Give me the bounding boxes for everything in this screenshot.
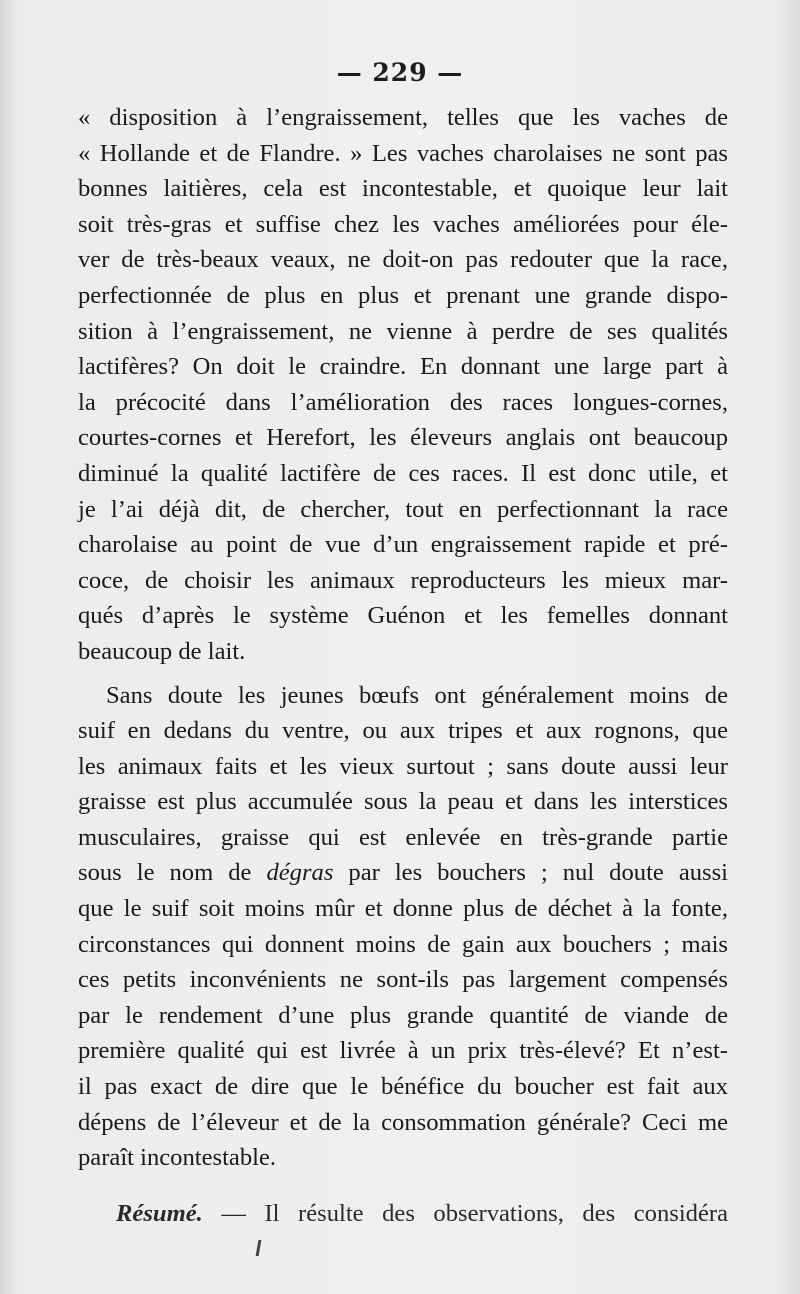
text-line: suif en dedans du ventre, ou aux tripes et aux rognons, que <box>78 717 728 745</box>
italic-term: dégras <box>266 859 334 887</box>
paragraph-2 <box>78 678 728 1176</box>
text-line: bonnes laitières, cela est incontestable, et quoique leur lait <box>78 175 728 203</box>
summary-text: — Il résulte des observations, des considéra <box>221 1200 728 1227</box>
text-line: la précocité dans l’amélioration des races longues-cornes, <box>78 388 728 416</box>
text-line: charolaise au point de vue d’un engraissement rapide et pré- <box>78 531 728 559</box>
text-line: ver de très-beaux veaux, ne doit-on pas redouter que la race, <box>78 246 728 274</box>
text-line: graisse est plus accumulée sous la peau et dans les interstices <box>78 788 728 816</box>
text-line: musculaires, graisse qui est enlevée en très-grande partie <box>78 823 728 851</box>
summary-label: Résumé. <box>116 1200 203 1227</box>
text-line: perfectionnée de plus en plus et prenant une grande dispo- <box>78 281 728 309</box>
text-line: lactifères? On doit le craindre. En donnant une large part à <box>78 353 728 381</box>
page-number: — 229 — <box>336 58 464 87</box>
text-line: dépens de l’éleveur et de la consommation générale? Ceci me <box>78 1108 728 1136</box>
text-line: je l’ai déjà dit, de chercher, tout en perfectionnant la race <box>78 495 728 523</box>
text-line: beaucoup de lait. <box>78 637 246 665</box>
summary-line <box>116 1196 728 1232</box>
text-line: circonstances qui donnent moins de gain aux bouchers ; mais <box>78 930 728 958</box>
text-line: les animaux faits et les vieux surtout ; sans doute aussi leur <box>78 752 728 780</box>
text-fragment: par les bouchers ; nul doute aussi <box>348 859 729 887</box>
paragraph-gap <box>78 670 728 678</box>
text-line: ces petits inconvénients ne sont-ils pas largement compensés <box>78 966 728 994</box>
text-line: qués d’après le système Guénon et les femelles donnant <box>78 602 728 630</box>
text-line: coce, de choisir les animaux reproducteurs les mieux mar- <box>78 566 728 594</box>
text-line: « disposition à l’engraissement, telles que les vaches de <box>78 104 728 131</box>
text-line: paraît incontestable. <box>78 1144 277 1172</box>
text-line: courtes-cornes et Herefort, les éleveurs anglais ont beaucoup <box>78 424 728 452</box>
text-line: sition à l’engraissement, ne vienne à perdre de ses qualités <box>78 317 728 345</box>
text-line: que le suif soit moins mûr et donne plus de déchet à la fonte, <box>78 895 728 923</box>
text-line: Sans doute les jeunes bœufs ont généralement moins de <box>106 681 728 709</box>
text-line: il pas exact de dire que le bénéfice du boucher est fait aux <box>78 1073 728 1101</box>
text-line: première qualité qui est livrée à un prix très-élevé? Et n’est- <box>78 1037 728 1065</box>
text-line-with-italic <box>78 855 728 891</box>
text-line: par le rendement d’une plus grande quantité de viande de <box>78 1001 728 1029</box>
ink-mark <box>256 1240 262 1256</box>
text-line: diminué la qualité lactifère de ces races. Il est donc utile, et <box>78 459 728 487</box>
text-line: « Hollande et de Flandre. » Les vaches charolaises ne sont pas <box>78 139 728 167</box>
body-text <box>78 100 728 1176</box>
text-line: soit très-gras et suffise chez les vaches améliorées pour éle- <box>78 210 728 238</box>
paragraph-1 <box>78 100 728 670</box>
text-fragment: sous le nom de <box>78 859 252 887</box>
